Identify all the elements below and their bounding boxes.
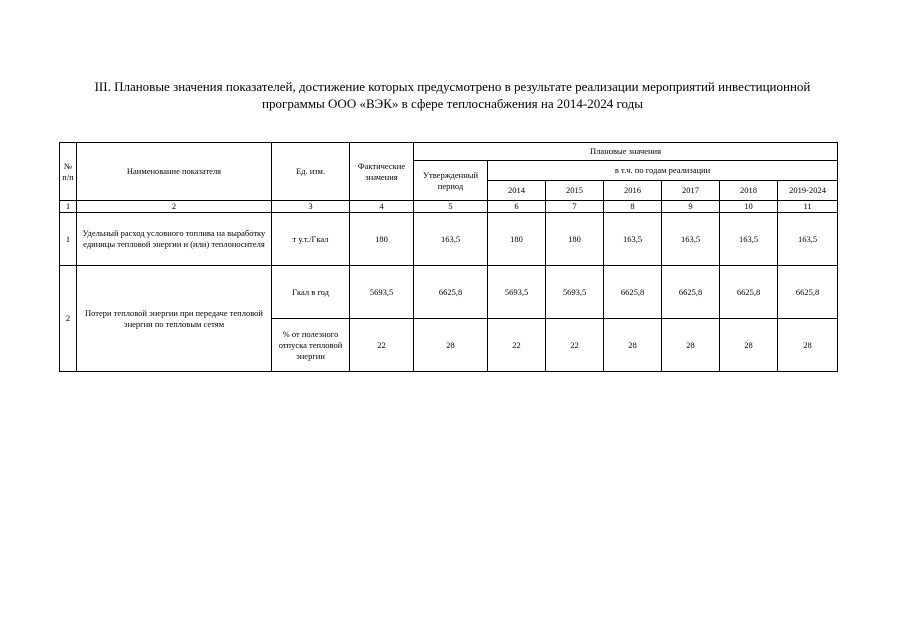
column-number: 3 [272, 201, 350, 213]
approved-value: 28 [414, 319, 488, 372]
column-number: 4 [350, 201, 414, 213]
indicator-unit: т у.т./Гкал [272, 213, 350, 266]
actual-value: 180 [350, 213, 414, 266]
header-year: 2015 [546, 181, 604, 201]
year-value: 180 [488, 213, 546, 266]
page-title [40, 78, 865, 112]
header-name: Наименование показателя [77, 143, 272, 201]
year-value: 180 [546, 213, 604, 266]
year-value: 5693,5 [488, 266, 546, 319]
indicator-unit: % от полезного отпуска тепловой энергии [272, 319, 350, 372]
row-num: 2 [60, 266, 77, 372]
actual-value: 22 [350, 319, 414, 372]
header-actual: Фактические значения [350, 143, 414, 201]
column-number: 6 [488, 201, 546, 213]
approved-value: 6625,8 [414, 266, 488, 319]
year-value: 28 [720, 319, 778, 372]
indicator-name: Удельный расход условного топлива на выработку единицы тепловой энергии и (или) теплоносителя [77, 213, 272, 266]
year-value: 28 [778, 319, 838, 372]
year-value: 28 [662, 319, 720, 372]
column-number: 1 [60, 201, 77, 213]
header-year: 2016 [604, 181, 662, 201]
header-year: 2019-2024 [778, 181, 838, 201]
column-number: 7 [546, 201, 604, 213]
title-line-2: программы ООО «ВЭК» в сфере теплоснабжения на 2014-2024 годы [262, 96, 643, 111]
column-number: 10 [720, 201, 778, 213]
year-value: 163,5 [604, 213, 662, 266]
header-year: 2018 [720, 181, 778, 201]
year-value: 28 [604, 319, 662, 372]
indicator-unit: Гкал в год [272, 266, 350, 319]
header-unit: Ед. изм. [272, 143, 350, 201]
indicator-name: Потери тепловой энергии при передаче тепловой энергии по тепловым сетям [77, 266, 272, 372]
header-year: 2014 [488, 181, 546, 201]
table-row [60, 213, 838, 266]
column-number: 9 [662, 201, 720, 213]
actual-value: 5693,5 [350, 266, 414, 319]
year-value: 6625,8 [604, 266, 662, 319]
header-planned: Плановые значения [414, 143, 838, 161]
row-num: 1 [60, 213, 77, 266]
year-value: 163,5 [662, 213, 720, 266]
column-number: 8 [604, 201, 662, 213]
column-number: 11 [778, 201, 838, 213]
year-value: 163,5 [720, 213, 778, 266]
year-value: 163,5 [778, 213, 838, 266]
year-value: 22 [488, 319, 546, 372]
header-year: 2017 [662, 181, 720, 201]
table-row [60, 266, 838, 319]
year-value: 6625,8 [778, 266, 838, 319]
header-num: № п/п [60, 143, 77, 201]
approved-value: 163,5 [414, 213, 488, 266]
column-number: 5 [414, 201, 488, 213]
column-numbers-row [60, 201, 838, 213]
year-value: 6625,8 [662, 266, 720, 319]
year-value: 6625,8 [720, 266, 778, 319]
year-value: 22 [546, 319, 604, 372]
year-value: 5693,5 [546, 266, 604, 319]
header-by-years: в т.ч. по годам реализации [488, 161, 838, 181]
title-line-1: III. Плановые значения показателей, достижение которых предусмотрено в результате реализации мероприятий инвестиционной [94, 79, 811, 94]
column-number: 2 [77, 201, 272, 213]
indicators-table [59, 142, 838, 372]
header-row-1 [60, 143, 838, 161]
header-approved: Утвержденный период [414, 161, 488, 201]
